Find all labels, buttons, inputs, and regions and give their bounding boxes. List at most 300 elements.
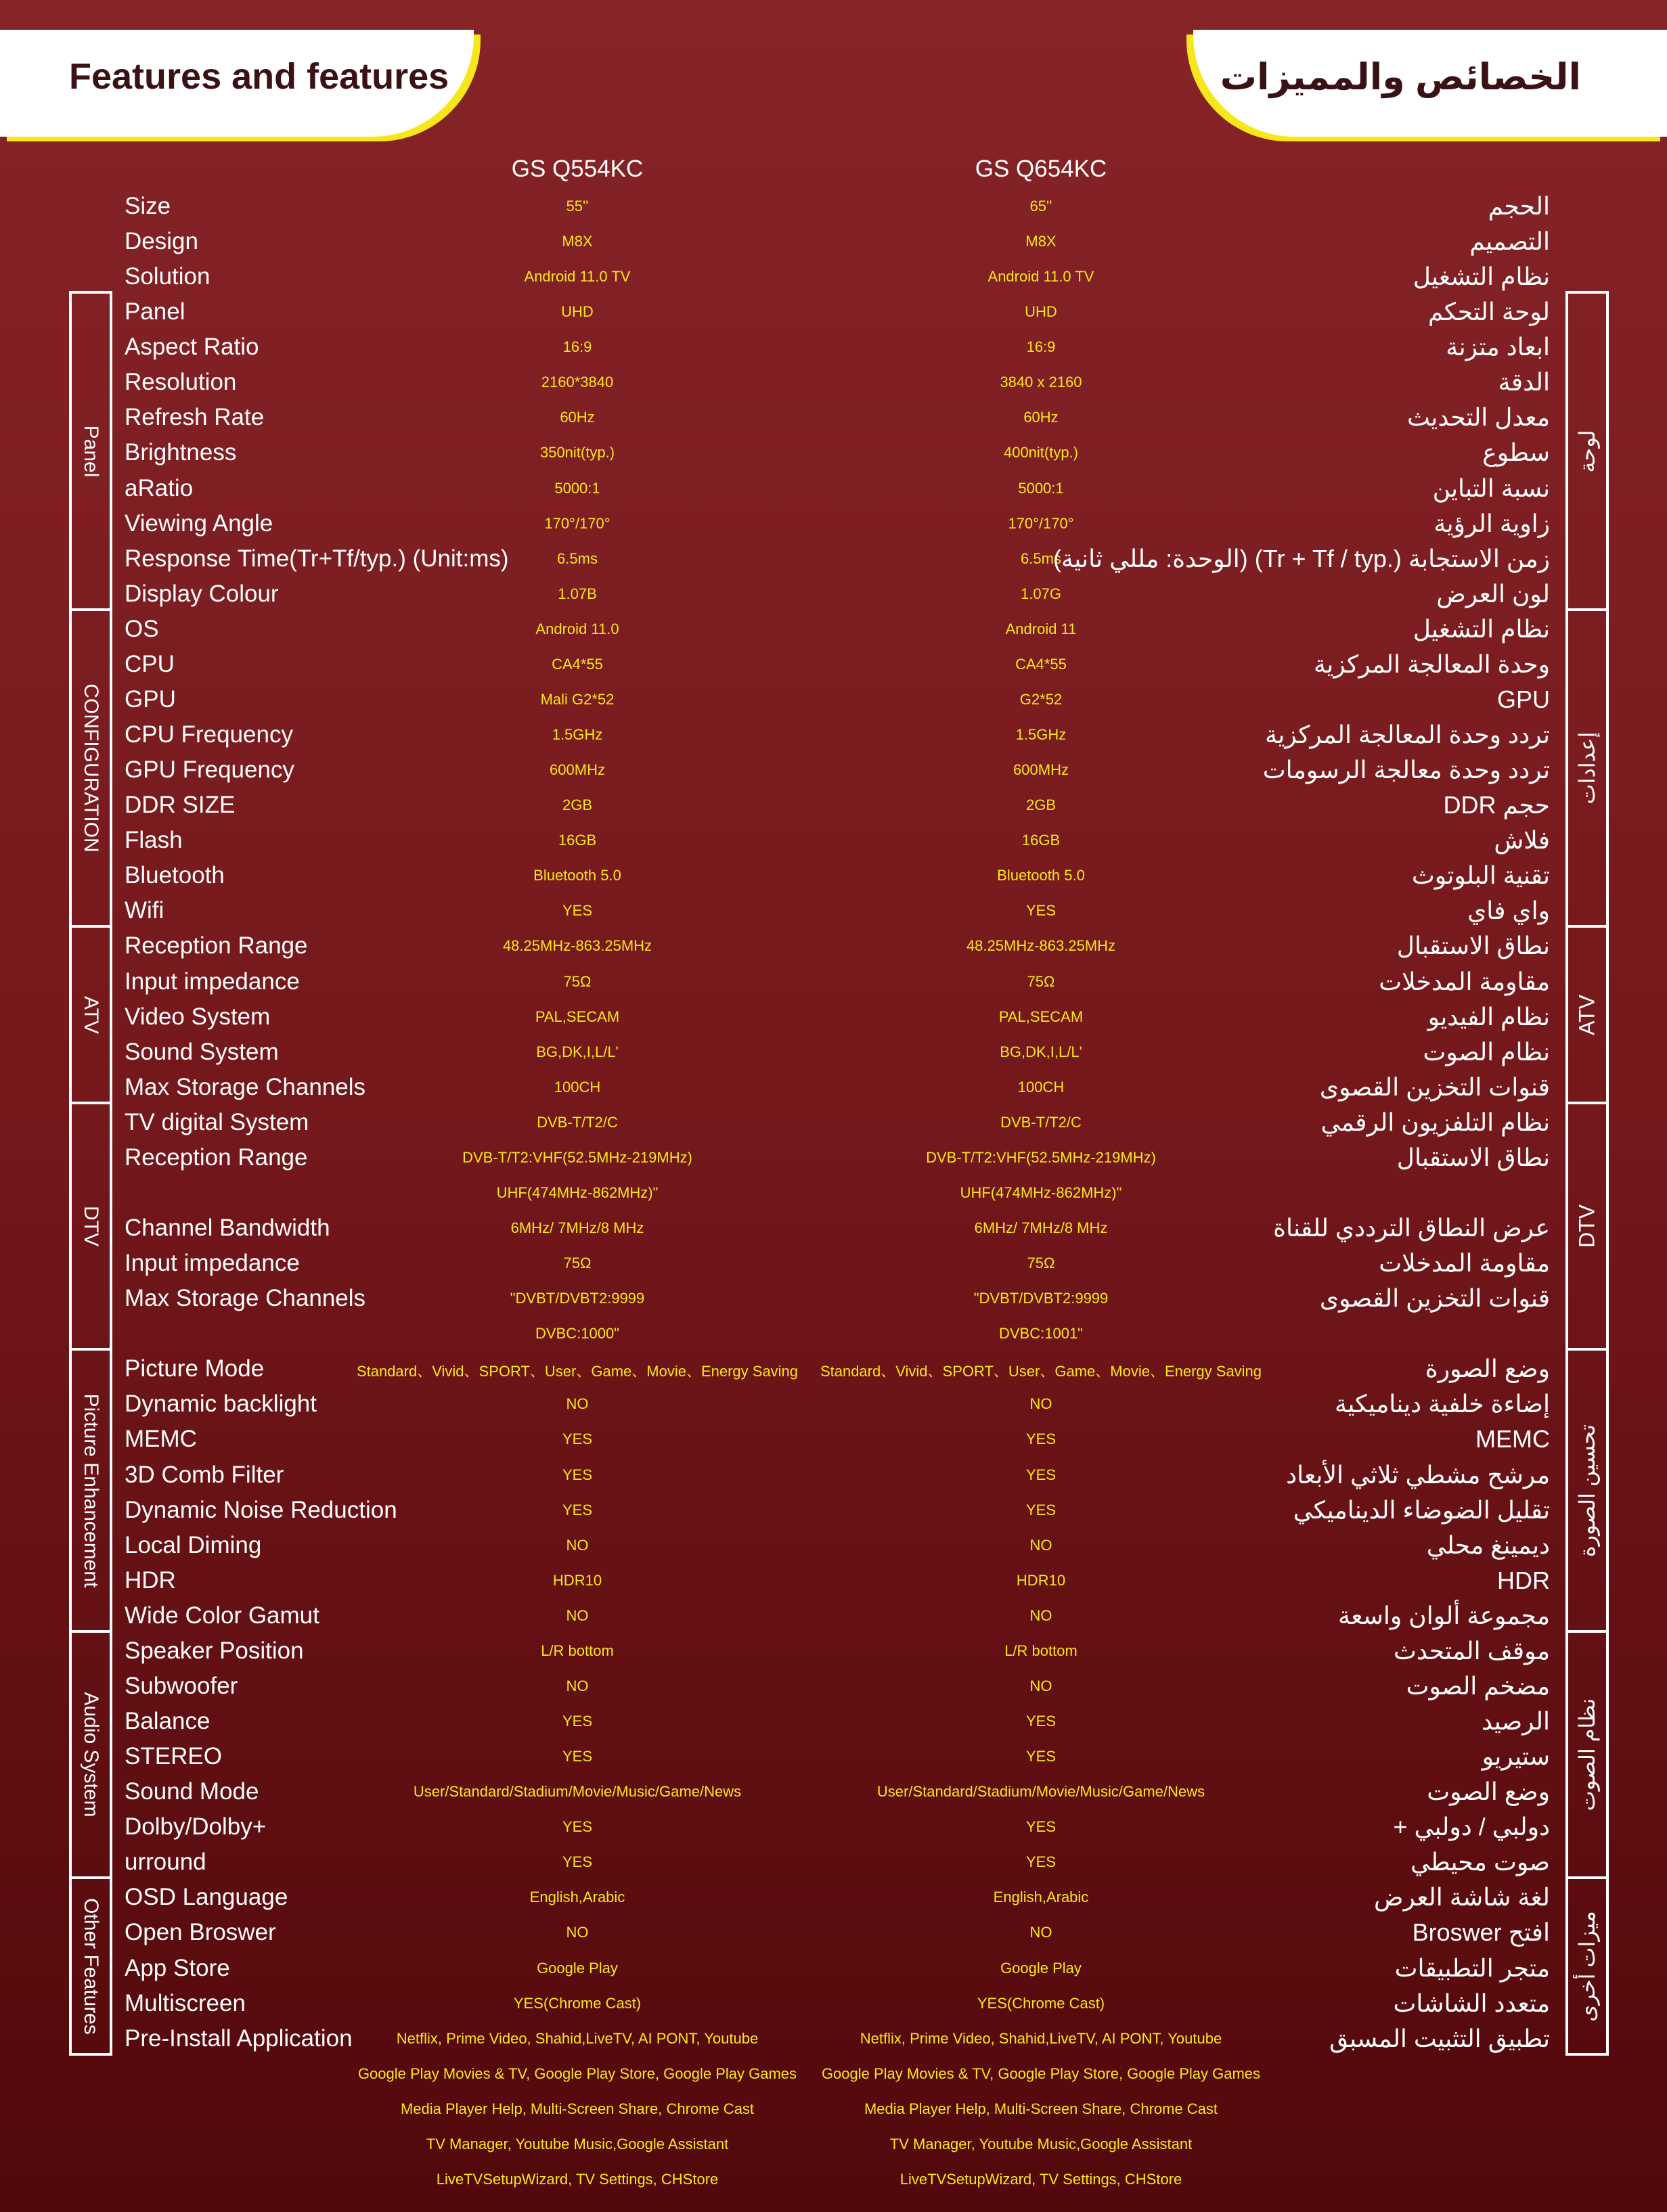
section-label-en: Picture Enhancement: [80, 1393, 102, 1587]
spec-value-model-1: M8X: [562, 233, 593, 250]
spec-value-model-1: 48.25MHz-863.25MHz: [502, 937, 652, 955]
spec-value-model-2: NO: [1029, 1395, 1052, 1413]
spec-row: [0, 505, 1667, 541]
spec-value-model-1: 75Ω: [563, 972, 592, 990]
spec-label-ar: مرشح مشطي ثلاثي الأبعاد: [1286, 1460, 1550, 1489]
spec-value-model-2: DVB-T/T2/C: [1000, 1113, 1082, 1131]
spec-value-model-1: YES: [562, 1853, 593, 1871]
spec-row: [0, 2091, 1667, 2126]
section-label-en: Other Features: [80, 1897, 102, 2035]
spec-value-model-2: YES: [1025, 1818, 1057, 1836]
spec-value-model-2: PAL,SECAM: [998, 1008, 1084, 1025]
page-title-ar: الخصائص والمميزات: [1220, 57, 1581, 97]
spec-value-model-1: Google Play Movies & TV, Google Play Store, Google Play Games: [357, 2064, 797, 2082]
spec-value-model-1: 55'': [566, 198, 589, 215]
section-frame-en: [69, 291, 112, 611]
spec-row: [0, 470, 1667, 505]
section-label-en: CONFIGURATION: [80, 683, 102, 853]
spec-label-en: OS: [125, 615, 159, 642]
spec-value-model-2: 6.5ms: [1021, 549, 1061, 567]
section-label-ar: ميزات أخرى: [1575, 1910, 1599, 2022]
spec-value-model-1: DVB-T/T2/C: [537, 1113, 618, 1131]
spec-value-model-1: 16:9: [562, 338, 592, 356]
section-label-ar: ATV: [1574, 994, 1599, 1035]
spec-label-en: Wide Color Gamut: [125, 1602, 319, 1629]
spec-value-model-1: 6MHz/ 7MHz/8 MHz: [510, 1219, 644, 1237]
spec-label-en: urround: [125, 1849, 206, 1876]
spec-label-ar: تردد وحدة معالجة الرسومات: [1262, 756, 1550, 784]
spec-label-en: Dynamic Noise Reduction: [125, 1496, 397, 1523]
spec-value-model-2: 100CH: [1017, 1078, 1065, 1096]
spec-label-ar: زاوية الرؤية: [1433, 509, 1550, 537]
spec-row: [0, 1104, 1667, 1139]
spec-row: [0, 329, 1667, 364]
spec-value-model-1: UHD: [561, 303, 594, 321]
spec-row: [0, 1245, 1667, 1280]
spec-value-model-2: User/Standard/Stadium/Movie/Music/Game/News: [876, 1783, 1205, 1801]
spec-label-en: CPU: [125, 650, 175, 677]
spec-row: [0, 223, 1667, 258]
spec-label-ar: الرصيد: [1481, 1707, 1550, 1735]
spec-row: [0, 1315, 1667, 1351]
spec-value-model-1: User/Standard/Stadium/Movie/Music/Game/News: [413, 1783, 742, 1801]
spec-label-en: Size: [125, 193, 171, 219]
spec-label-ar: إضاءة خلفية ديناميكية: [1335, 1390, 1550, 1418]
spec-value-model-2: LiveTVSetupWizard, TV Settings, CHStore: [899, 2170, 1182, 2188]
spec-row: [0, 2126, 1667, 2161]
spec-row: [0, 822, 1667, 857]
spec-row: [0, 541, 1667, 576]
spec-label-en: Refresh Rate: [125, 404, 265, 431]
section-label-en: Panel: [80, 425, 102, 477]
spec-label-ar: لون العرض: [1436, 579, 1550, 608]
spec-label-ar: MEMC: [1475, 1425, 1550, 1453]
spec-label-en: MEMC: [125, 1426, 197, 1453]
spec-label-ar: ديمينغ محلي: [1426, 1531, 1550, 1559]
spec-label-ar: تردد وحدة المعالجة المركزية: [1265, 721, 1550, 749]
spec-row: [0, 2056, 1667, 2091]
spec-row: [0, 1175, 1667, 1210]
spec-value-model-2: NO: [1029, 1606, 1052, 1624]
spec-value-model-2: 3840 x 2160: [1000, 374, 1082, 391]
spec-value-model-2: G2*52: [1019, 690, 1063, 708]
spec-row: [0, 1034, 1667, 1069]
spec-value-model-2: 1.07G: [1021, 585, 1061, 602]
spec-value-model-2: 400nit(typ.): [1003, 444, 1079, 461]
spec-value-model-1: Netflix, Prime Video, Shahid,LiveTV, AI PONT, Youtube: [396, 2029, 759, 2047]
spec-value-model-1: L/R bottom: [541, 1642, 614, 1659]
spec-row: [0, 2021, 1667, 2056]
spec-value-model-1: Bluetooth 5.0: [533, 867, 621, 884]
spec-label-ar: نظام التلفزيون الرقمي: [1320, 1108, 1550, 1136]
spec-label-ar: عرض النطاق الترددي للقناة: [1273, 1214, 1550, 1242]
spec-row: [0, 893, 1667, 928]
spec-value-model-2: 16:9: [1026, 338, 1056, 356]
spec-label-ar: ابعاد متزنة: [1446, 333, 1550, 361]
spec-value-model-2: CA4*55: [1015, 655, 1067, 673]
section-label-ar: لوحة: [1575, 429, 1599, 473]
section-label-ar: إعدادات: [1575, 731, 1599, 805]
spec-value-model-2: Android 11: [1005, 620, 1077, 637]
spec-label-ar: وضع الصورة: [1425, 1355, 1550, 1383]
spec-value-model-1: 5000:1: [554, 479, 600, 497]
spec-label-en: Brightness: [125, 439, 237, 466]
spec-label-en: Reception Range: [125, 932, 308, 960]
spec-row: [0, 857, 1667, 893]
spec-value-model-2: 5000:1: [1018, 479, 1064, 497]
spec-value-model-1: DVBC:1000": [535, 1325, 619, 1342]
spec-label-ar: ستيريو: [1482, 1742, 1550, 1771]
spec-label-ar: نطاق الاستقبال: [1396, 932, 1550, 960]
spec-value-model-2: YES: [1025, 1430, 1057, 1448]
spec-label-en: Wifi: [125, 897, 164, 924]
spec-label-en: GPU: [125, 685, 176, 713]
spec-label-ar: التصميم: [1469, 227, 1550, 256]
spec-row: [0, 1879, 1667, 1914]
spec-value-model-2: Netflix, Prime Video, Shahid,LiveTV, AI PONT, Youtube: [860, 2029, 1222, 2047]
spec-value-model-1: YES(Chrome Cast): [513, 1994, 642, 2012]
spec-label-ar: زمن الاستجابة (.Tr + Tf / typ) (الوحدة: مللي ثانية): [1052, 544, 1550, 572]
spec-value-model-2: YES(Chrome Cast): [977, 1994, 1105, 2012]
spec-value-model-1: 350nit(typ.): [539, 444, 615, 461]
section-label-ar: تحسين الصورة: [1575, 1424, 1599, 1557]
spec-label-ar: قنوات التخزين القصوى: [1319, 1284, 1550, 1313]
spec-label-en: GPU Frequency: [125, 757, 294, 784]
spec-row: [0, 1809, 1667, 1844]
spec-value-model-1: 1.07B: [558, 585, 597, 602]
spec-label-en: OSD Language: [125, 1884, 288, 1911]
spec-label-en: Viewing Angle: [125, 510, 273, 537]
section-frame-ar: [1565, 291, 1609, 611]
spec-value-model-2: UHF(474MHz-862MHz)": [960, 1183, 1122, 1201]
section-frame-ar: [1565, 1630, 1609, 1879]
spec-label-en: Response Time(Tr+Tf/typ.) (Unit:ms): [125, 545, 509, 572]
spec-label-ar: تطبيق التثبيت المسبق: [1329, 2024, 1550, 2052]
section-label-ar: نظام الصوت: [1575, 1698, 1599, 1811]
spec-row: [0, 1351, 1667, 1386]
spec-value-model-1: YES: [562, 902, 593, 920]
spec-label-ar: الحجم: [1488, 192, 1550, 220]
spec-label-ar: فلاش: [1494, 826, 1550, 855]
spec-label-ar: معدل التحديث: [1406, 403, 1550, 432]
spec-value-model-1: NO: [566, 1536, 589, 1554]
spec-label-ar: افتح Broswer: [1412, 1918, 1550, 1947]
spec-value-model-1: Mali G2*52: [540, 690, 615, 708]
spec-value-model-2: YES: [1025, 902, 1057, 920]
spec-value-model-2: NO: [1029, 1677, 1052, 1694]
spec-value-model-1: YES: [562, 1818, 593, 1836]
spec-row: [0, 399, 1667, 434]
spec-row: [0, 1774, 1667, 1809]
spec-row: [0, 434, 1667, 470]
spec-value-model-1: LiveTVSetupWizard, TV Settings, CHStore: [436, 2170, 719, 2188]
spec-label-ar: لغة شاشة العرض: [1374, 1883, 1550, 1912]
spec-value-model-2: Android 11.0 TV: [987, 268, 1094, 286]
spec-value-model-2: HDR10: [1016, 1571, 1066, 1589]
spec-row: [0, 787, 1667, 822]
spec-value-model-2: NO: [1029, 1536, 1052, 1554]
spec-row: [0, 1069, 1667, 1104]
spec-value-model-2: English,Arabic: [993, 1889, 1089, 1906]
spec-value-model-2: YES: [1025, 1853, 1057, 1871]
spec-value-model-2: 48.25MHz-863.25MHz: [966, 937, 1116, 955]
spec-row: [0, 611, 1667, 646]
spec-value-model-2: TV Manager, Youtube Music,Google Assistant: [889, 2135, 1193, 2152]
spec-label-en: CPU Frequency: [125, 721, 293, 748]
spec-row: [0, 576, 1667, 611]
section-frame-en: [69, 1876, 112, 2055]
spec-label-en: Solution: [125, 263, 210, 290]
spec-value-model-1: "DVBT/DVBT2:9999: [510, 1290, 645, 1307]
spec-label-en: Speaker Position: [125, 1637, 304, 1664]
spec-label-en: Bluetooth: [125, 862, 225, 889]
model-header-1: GS Q554KC: [511, 156, 644, 182]
section-label-ar: DTV: [1574, 1204, 1599, 1248]
spec-value-model-1: 6.5ms: [557, 549, 598, 567]
spec-value-model-2: "DVBT/DVBT2:9999: [973, 1290, 1109, 1307]
spec-value-model-1: 2GB: [562, 796, 593, 814]
spec-label-ar: سطوع: [1482, 438, 1550, 467]
spec-value-model-1: Android 11.0 TV: [524, 268, 631, 286]
spec-row: [0, 1492, 1667, 1527]
section-frame-en: [69, 925, 112, 1104]
spec-label-ar: مضخم الصوت: [1406, 1671, 1550, 1700]
spec-label-en: Sound Mode: [125, 1778, 259, 1805]
spec-label-ar: نظام الفيديو: [1427, 1002, 1550, 1031]
spec-label-en: Subwoofer: [125, 1672, 238, 1699]
spec-value-model-2: 6MHz/ 7MHz/8 MHz: [974, 1219, 1108, 1237]
spec-row: [0, 364, 1667, 399]
spec-label-ar: متعدد الشاشات: [1393, 1989, 1550, 2017]
spec-row: [0, 928, 1667, 963]
spec-value-model-2: Bluetooth 5.0: [997, 867, 1085, 884]
spec-value-model-2: DVB-T/T2:VHF(52.5MHz-219MHz): [926, 1148, 1156, 1166]
spec-label-en: Dynamic backlight: [125, 1391, 317, 1418]
section-frame-ar: [1565, 925, 1609, 1104]
spec-label-en: Panel: [125, 298, 185, 325]
spec-row: [0, 1562, 1667, 1598]
spec-value-model-1: BG,DK,I,L/L': [536, 1043, 619, 1060]
spec-row: [0, 1703, 1667, 1738]
spec-value-model-1: English,Arabic: [529, 1889, 625, 1906]
spec-label-en: Open Broswer: [125, 1919, 276, 1946]
spec-value-model-2: L/R bottom: [1004, 1642, 1077, 1659]
spec-label-en: Input impedance: [125, 968, 300, 995]
spec-label-ar: نظام التشغيل: [1413, 263, 1550, 291]
spec-label-ar: لوحة التحكم: [1427, 298, 1550, 326]
spec-row: [0, 1210, 1667, 1245]
spec-value-model-1: 170°/170°: [544, 514, 610, 532]
spec-label-ar: مقاومة المدخلات: [1379, 1249, 1550, 1278]
spec-value-model-1: PAL,SECAM: [535, 1008, 620, 1025]
spec-label-en: Aspect Ratio: [125, 334, 259, 361]
spec-row: [0, 1985, 1667, 2021]
spec-value-model-1: NO: [566, 1606, 589, 1624]
spec-row: [0, 1280, 1667, 1315]
spec-value-model-1: DVB-T/T2:VHF(52.5MHz-219MHz): [462, 1148, 692, 1166]
spec-label-en: TV digital System: [125, 1108, 309, 1135]
spec-value-model-1: 100CH: [554, 1078, 601, 1096]
spec-row: [0, 1421, 1667, 1456]
spec-row: [0, 1914, 1667, 1949]
spec-row: [0, 1844, 1667, 1879]
spec-label-ar: وحدة المعالجة المركزية: [1314, 650, 1550, 678]
spec-label-en: Dolby/Dolby+: [125, 1813, 267, 1841]
spec-value-model-1: 16GB: [558, 832, 597, 849]
title-tab-ar: [1193, 30, 1667, 137]
spec-label-ar: تقليل الضوضاء الديناميكي: [1293, 1495, 1550, 1524]
spec-value-model-1: 1.5GHz: [552, 726, 603, 744]
spec-label-ar: دولبي / دولبي +: [1393, 1813, 1550, 1841]
spec-label-en: Max Storage Channels: [125, 1285, 366, 1312]
spec-value-model-2: 2GB: [1025, 796, 1057, 814]
spec-value-model-1: NO: [566, 1395, 589, 1413]
spec-label-en: Display Colour: [125, 580, 279, 607]
spec-value-model-1: YES: [562, 1501, 593, 1518]
spec-label-ar: واي فاي: [1467, 897, 1550, 925]
spec-value-model-2: Standard、Vivid、SPORT、User、Game、Movie、Energy Saving: [820, 1363, 1262, 1380]
spec-row: [0, 1386, 1667, 1421]
spec-label-en: Video System: [125, 1003, 271, 1030]
spec-value-model-1: 2160*3840: [541, 374, 614, 391]
spec-row: [0, 294, 1667, 329]
spec-value-model-1: Android 11.0: [535, 620, 619, 637]
spec-label-ar: نسبة التباين: [1432, 474, 1550, 502]
spec-value-model-1: YES: [562, 1430, 593, 1448]
spec-value-model-1: YES: [562, 1713, 593, 1730]
spec-label-en: Channel Bandwidth: [125, 1215, 330, 1242]
spec-label-ar: نظام التشغيل: [1413, 614, 1550, 643]
spec-value-model-2: YES: [1025, 1713, 1057, 1730]
spec-value-model-1: 60Hz: [560, 409, 595, 426]
spec-value-model-1: 75Ω: [563, 1255, 592, 1272]
spec-row: [0, 1738, 1667, 1774]
spec-label-en: STEREO: [125, 1743, 222, 1770]
section-frame-ar: [1565, 1348, 1609, 1633]
section-frame-ar: [1565, 1876, 1609, 2055]
spec-value-model-2: 75Ω: [1027, 1255, 1055, 1272]
spec-value-model-1: HDR10: [552, 1571, 602, 1589]
spec-label-en: Sound System: [125, 1038, 279, 1065]
spec-value-model-2: UHD: [1025, 303, 1057, 321]
spec-row: [0, 1668, 1667, 1703]
spec-row: [0, 1457, 1667, 1492]
title-tab-en: [0, 30, 474, 137]
section-frame-ar: [1565, 608, 1609, 928]
spec-row: [0, 188, 1667, 223]
spec-label-en: Pre-Install Application: [125, 2025, 353, 2052]
spec-row: [0, 717, 1667, 752]
spec-label-ar: الدقة: [1498, 368, 1550, 397]
spec-row: [0, 646, 1667, 681]
spec-value-model-2: YES: [1025, 1748, 1057, 1765]
spec-value-model-2: 600MHz: [1013, 761, 1069, 779]
spec-value-model-2: YES: [1025, 1466, 1057, 1483]
spec-row: [0, 752, 1667, 787]
spec-row: [0, 1633, 1667, 1668]
spec-label-en: Picture Mode: [125, 1355, 265, 1382]
spec-label-en: HDR: [125, 1566, 176, 1594]
section-label-en: DTV: [80, 1206, 102, 1247]
spec-value-model-2: Media Player Help, Multi-Screen Share, Chrome Cast: [864, 2100, 1218, 2117]
spec-value-model-2: Google Play Movies & TV, Google Play Store, Google Play Games: [821, 2064, 1261, 2082]
spec-label-ar: HDR: [1497, 1566, 1550, 1594]
spec-value-model-1: 600MHz: [550, 761, 605, 779]
spec-row: [0, 681, 1667, 717]
section-frame-ar: [1565, 1102, 1609, 1351]
spec-label-en: Reception Range: [125, 1144, 308, 1171]
spec-label-en: Resolution: [125, 369, 237, 396]
section-label-en: ATV: [80, 995, 102, 1034]
spec-row: [0, 964, 1667, 999]
spec-label-ar: مجموعة ألوان واسعة: [1338, 1601, 1550, 1629]
page-title-en: Features and features: [69, 56, 449, 97]
spec-value-model-1: NO: [566, 1924, 589, 1941]
section-frame-en: [69, 1102, 112, 1351]
spec-row: [0, 1527, 1667, 1562]
spec-value-model-2: 60Hz: [1023, 409, 1059, 426]
spec-label-ar: قنوات التخزين القصوى: [1319, 1073, 1550, 1101]
spec-label-ar: موقف المتحدث: [1393, 1636, 1550, 1665]
spec-row: [0, 1598, 1667, 1633]
spec-value-model-2: NO: [1029, 1924, 1052, 1941]
spec-label-en: Max Storage Channels: [125, 1073, 366, 1100]
spec-value-model-2: Google Play: [1000, 1959, 1082, 1977]
model-header-2: GS Q654KC: [975, 156, 1107, 182]
spec-value-model-2: BG,DK,I,L/L': [1000, 1043, 1082, 1060]
spec-value-model-1: YES: [562, 1466, 593, 1483]
spec-label-ar: نطاق الاستقبال: [1396, 1143, 1550, 1171]
spec-value-model-1: UHF(474MHz-862MHz)": [496, 1183, 659, 1201]
spec-value-model-2: DVBC:1001": [999, 1325, 1083, 1342]
spec-label-en: Flash: [125, 827, 183, 854]
spec-value-model-2: YES: [1025, 1501, 1057, 1518]
spec-label-en: aRatio: [125, 474, 194, 501]
spec-value-model-2: 16GB: [1021, 832, 1061, 849]
spec-value-model-2: 1.5GHz: [1015, 726, 1067, 744]
spec-label-ar: وضع الصوت: [1427, 1778, 1550, 1806]
spec-value-model-1: TV Manager, Youtube Music,Google Assistant: [426, 2135, 729, 2152]
spec-label-en: DDR SIZE: [125, 792, 236, 819]
spec-label-en: Multiscreen: [125, 1989, 246, 2016]
spec-value-model-1: Standard、Vivid、SPORT、User、Game、Movie、Energy Saving: [356, 1363, 799, 1380]
spec-label-ar: متجر التطبيقات: [1394, 1954, 1550, 1982]
spec-value-model-2: M8X: [1025, 233, 1057, 250]
spec-value-model-1: CA4*55: [552, 655, 603, 673]
spec-label-ar: GPU: [1496, 685, 1550, 713]
section-label-en: Audio System: [80, 1692, 102, 1818]
spec-value-model-2: 170°/170°: [1008, 514, 1074, 532]
spec-label-ar: مقاومة المدخلات: [1379, 967, 1550, 995]
spec-value-model-1: NO: [566, 1677, 589, 1694]
spec-value-model-2: 75Ω: [1027, 972, 1055, 990]
spec-label-en: App Store: [125, 1954, 230, 1981]
spec-label-ar: حجم DDR: [1443, 791, 1550, 819]
spec-label-en: Input impedance: [125, 1250, 300, 1277]
spec-value-model-1: Google Play: [537, 1959, 618, 1977]
spec-row: [0, 999, 1667, 1034]
spec-label-ar: نظام الصوت: [1423, 1037, 1550, 1066]
spec-value-model-2: 65'': [1029, 198, 1052, 215]
section-frame-en: [69, 1348, 112, 1633]
spec-label-en: Local Diming: [125, 1531, 262, 1558]
spec-label-en: Design: [125, 228, 198, 255]
section-frame-en: [69, 1630, 112, 1879]
section-frame-en: [69, 608, 112, 928]
spec-value-model-1: YES: [562, 1748, 593, 1765]
spec-label-ar: صوت محيطي: [1410, 1848, 1550, 1876]
spec-label-en: 3D Comb Filter: [125, 1461, 284, 1488]
